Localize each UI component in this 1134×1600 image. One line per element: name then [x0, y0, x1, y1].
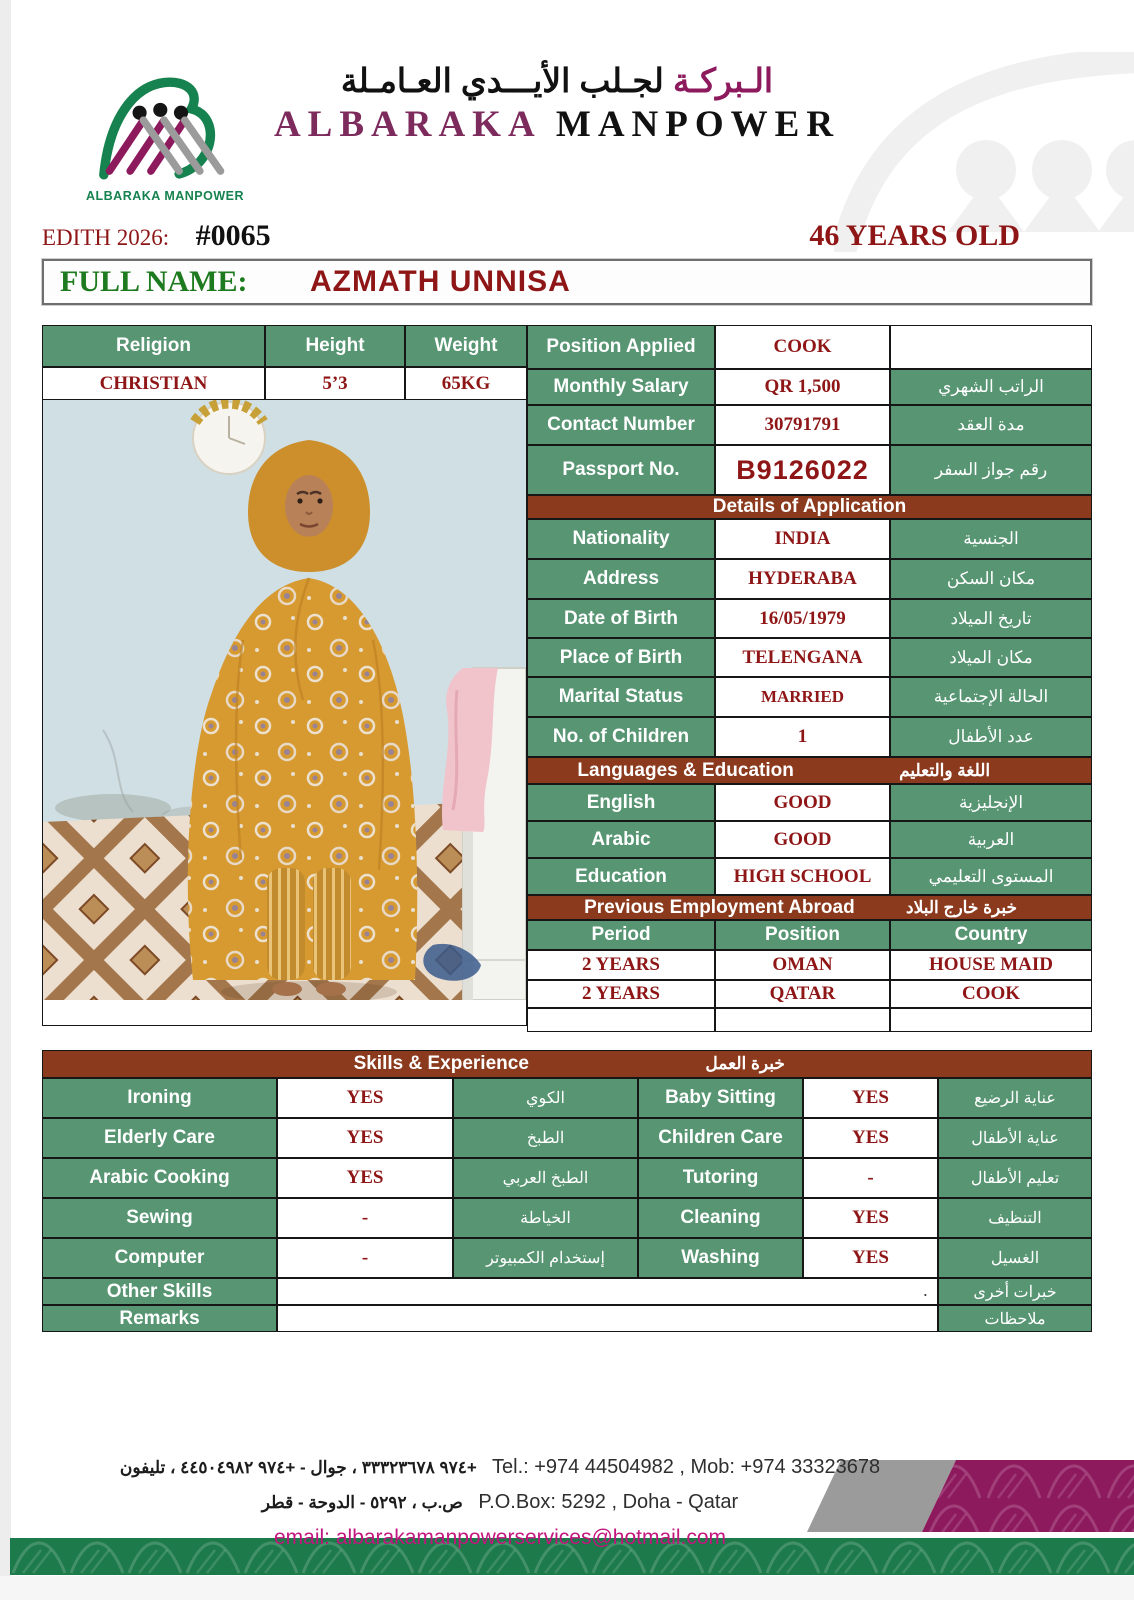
employment-row-empty [527, 1008, 1092, 1032]
nationality-arabic: الجنسية [890, 519, 1092, 559]
skills-section [42, 1050, 1092, 1332]
remarks-value [277, 1305, 938, 1332]
position-applied-value: COOK [715, 325, 890, 369]
baby-sitting-arabic: عناية الرضيع [938, 1078, 1092, 1118]
footer-tel-english: Tel.: +974 44504982 , Mob: +974 33323678 [492, 1456, 881, 1478]
contact-number-label: Contact Number [527, 405, 715, 445]
date-of-birth-value: 16/05/1979 [715, 599, 890, 638]
footer-tel-line [40, 1450, 960, 1485]
company-logo [85, 60, 245, 203]
languages-title: Languages & Education [577, 759, 794, 781]
passport-value: B9126022 [715, 445, 890, 495]
passport-arabic: رقم جواز السفر [890, 445, 1092, 495]
physical-header-row [42, 325, 527, 367]
details-title: Details of Application [712, 496, 907, 517]
period-header: Period [527, 920, 715, 950]
children-arabic: عدد الأطفال [890, 717, 1092, 757]
employment-row [527, 980, 1092, 1008]
full-name-label: FULL NAME: [60, 265, 248, 298]
arabic-value: GOOD [715, 821, 890, 858]
skills-title-arabic: خبرة العمل [705, 1054, 785, 1073]
passport-label: Passport No. [527, 445, 715, 495]
header [0, 0, 1134, 203]
arabic-label: Arabic [527, 821, 715, 858]
washing-label: Washing [638, 1238, 803, 1278]
contact-number-arabic: مدة العقد [890, 405, 1092, 445]
education-arabic: المستوى التعليمي [890, 858, 1092, 895]
other-skills-label: Other Skills [42, 1278, 277, 1305]
arabic-arabic: العربية [890, 821, 1092, 858]
baby-sitting-label: Baby Sitting [638, 1078, 803, 1118]
height-value: 5’3 [265, 367, 405, 400]
employment-country-1: HOUSE MAID [890, 950, 1092, 980]
other-skills-value: . [277, 1278, 938, 1305]
employment-position-2: QATAR [715, 980, 890, 1008]
washing-arabic: الغسيل [938, 1238, 1092, 1278]
full-name-bar [42, 259, 1092, 305]
albaraka-logo-icon [85, 60, 245, 188]
photo-bottom-pad [43, 1005, 526, 1025]
children-value: 1 [715, 717, 890, 757]
address-value: HYDERABA [715, 559, 890, 599]
weight-header: Weight [405, 325, 527, 367]
footer-pobox-arabic: ص.ب ، ٥٢٩٢ - الدوحة - قطر [261, 1493, 463, 1512]
footer-pobox-english: P.O.Box: 5292 , Doha - Qatar [478, 1491, 739, 1513]
washing-value: YES [803, 1238, 938, 1278]
country-header: Country [890, 920, 1092, 950]
skills-bar [42, 1050, 1092, 1078]
employment-row [527, 950, 1092, 980]
position-applied-arabic [890, 325, 1092, 369]
children-label: No. of Children [527, 717, 715, 757]
marital-status-label: Marital Status [527, 677, 715, 717]
employment-period-1: 2 YEARS [527, 950, 715, 980]
arabic-cooking-arabic: الطبخ العربي [453, 1158, 638, 1198]
english-value: GOOD [715, 784, 890, 821]
employment-country-3 [890, 1008, 1092, 1032]
position-header: Position [715, 920, 890, 950]
arabic-cooking-value: YES [277, 1158, 453, 1198]
employment-period-2: 2 YEARS [527, 980, 715, 1008]
ironing-value: YES [277, 1078, 453, 1118]
logo-caption: ALBARAKA MANPOWER [85, 189, 245, 203]
english-arabic: الإنجليزية [890, 784, 1092, 821]
address-arabic: مكان السكن [890, 559, 1092, 599]
skills-title: Skills & Experience [353, 1053, 529, 1074]
previous-employment-bar [527, 895, 1092, 920]
elderly-care-arabic: الطبخ [453, 1118, 638, 1158]
arabic-cooking-label: Arabic Cooking [42, 1158, 277, 1198]
contact-number-value: 30791791 [715, 405, 890, 445]
sewing-value: - [277, 1198, 453, 1238]
remarks-arabic: ملاحظات [938, 1305, 1092, 1332]
sewing-arabic: الخياطة [453, 1198, 638, 1238]
employment-title: Previous Employment Abroad [584, 896, 855, 918]
sewing-label: Sewing [42, 1198, 277, 1238]
place-of-birth-value: TELENGANA [715, 638, 890, 677]
age-text: 46 YEARS OLD [809, 219, 1020, 252]
address-label: Address [527, 559, 715, 599]
applicant-photo [43, 400, 526, 1000]
elderly-care-label: Elderly Care [42, 1118, 277, 1158]
marital-status-value: MARRIED [715, 677, 890, 717]
computer-label: Computer [42, 1238, 277, 1278]
nationality-value: INDIA [715, 519, 890, 559]
footer-pobox-line [40, 1485, 960, 1520]
height-header: Height [265, 325, 405, 367]
id-row [42, 219, 1092, 253]
ironing-label: Ironing [42, 1078, 277, 1118]
religion-header: Religion [42, 325, 265, 367]
edition-number: #0065 [195, 219, 271, 252]
date-of-birth-arabic: تاريخ الميلاد [890, 599, 1092, 638]
page-bottom-edge [0, 1576, 1134, 1600]
employment-position-3 [715, 1008, 890, 1032]
wall-clock [193, 402, 265, 474]
weight-value: 65KG [405, 367, 527, 400]
cleaning-value: YES [803, 1198, 938, 1238]
cleaning-arabic: التنظيف [938, 1198, 1092, 1238]
religion-value: CHRISTIAN [42, 367, 265, 400]
baby-sitting-value: YES [803, 1078, 938, 1118]
footer-contact [40, 1450, 960, 1557]
ironing-arabic: الكوي [453, 1078, 638, 1118]
physical-value-row [42, 367, 527, 400]
children-care-label: Children Care [638, 1118, 803, 1158]
languages-education-bar [527, 757, 1092, 784]
brand-title-english: ALBARAKA MANPOWER [273, 104, 841, 146]
employment-period-3 [527, 1008, 715, 1032]
english-label: English [527, 784, 715, 821]
footer-tel-arabic: +٩٧٤ ٣٣٣٢٣٦٧٨ ، جوال - +٩٧٤ ٤٤٥٠٤٩٨٢ ، تليفون [119, 1458, 477, 1477]
position-applied-label: Position Applied [527, 325, 715, 369]
full-name-value: AZMATH UNNISA [310, 265, 571, 298]
edition-label: EDITH 2026: [42, 225, 170, 250]
edition [42, 219, 271, 253]
children-care-value: YES [803, 1118, 938, 1158]
education-value: HIGH SCHOOL [715, 858, 890, 895]
brand-title-arabic: الـبركـة لجـلب الأيـــدي العـامـلة [340, 62, 774, 99]
applicant-photo-cell [42, 400, 527, 1026]
brand-titles [257, 60, 857, 203]
children-care-arabic: عناية الأطفال [938, 1118, 1092, 1158]
right-column [527, 325, 1092, 1032]
nationality-label: Nationality [527, 519, 715, 559]
monthly-salary-arabic: الراتب الشهري [890, 369, 1092, 405]
place-of-birth-arabic: مكان الميلاد [890, 638, 1092, 677]
languages-title-arabic: اللغة والتعليم [899, 760, 991, 780]
computer-value: - [277, 1238, 453, 1278]
place-of-birth-label: Place of Birth [527, 638, 715, 677]
education-label: Education [527, 858, 715, 895]
remarks-label: Remarks [42, 1305, 277, 1332]
tutoring-value: - [803, 1158, 938, 1198]
left-column [42, 325, 527, 1026]
marital-status-arabic: الحالة الإجتماعية [890, 677, 1092, 717]
employment-title-arabic: خبرة خارج البلاد [906, 897, 1017, 917]
footer-email[interactable]: email: albarakamanpowerservices@hotmail.com [274, 1526, 726, 1549]
monthly-salary-label: Monthly Salary [527, 369, 715, 405]
date-of-birth-label: Date of Birth [527, 599, 715, 638]
cleaning-label: Cleaning [638, 1198, 803, 1238]
tutoring-label: Tutoring [638, 1158, 803, 1198]
main-table [42, 325, 1134, 1032]
tutoring-arabic: تعليم الأطفال [938, 1158, 1092, 1198]
page-left-edge [0, 0, 11, 1600]
monthly-salary-value: QR 1,500 [715, 369, 890, 405]
other-skills-arabic: خبرات أخرى [938, 1278, 1092, 1305]
computer-arabic: إستخدام الكمبيوتر [453, 1238, 638, 1278]
elderly-care-value: YES [277, 1118, 453, 1158]
employment-position-1: OMAN [715, 950, 890, 980]
employment-country-2: COOK [890, 980, 1092, 1008]
details-of-application-bar [527, 495, 1092, 519]
